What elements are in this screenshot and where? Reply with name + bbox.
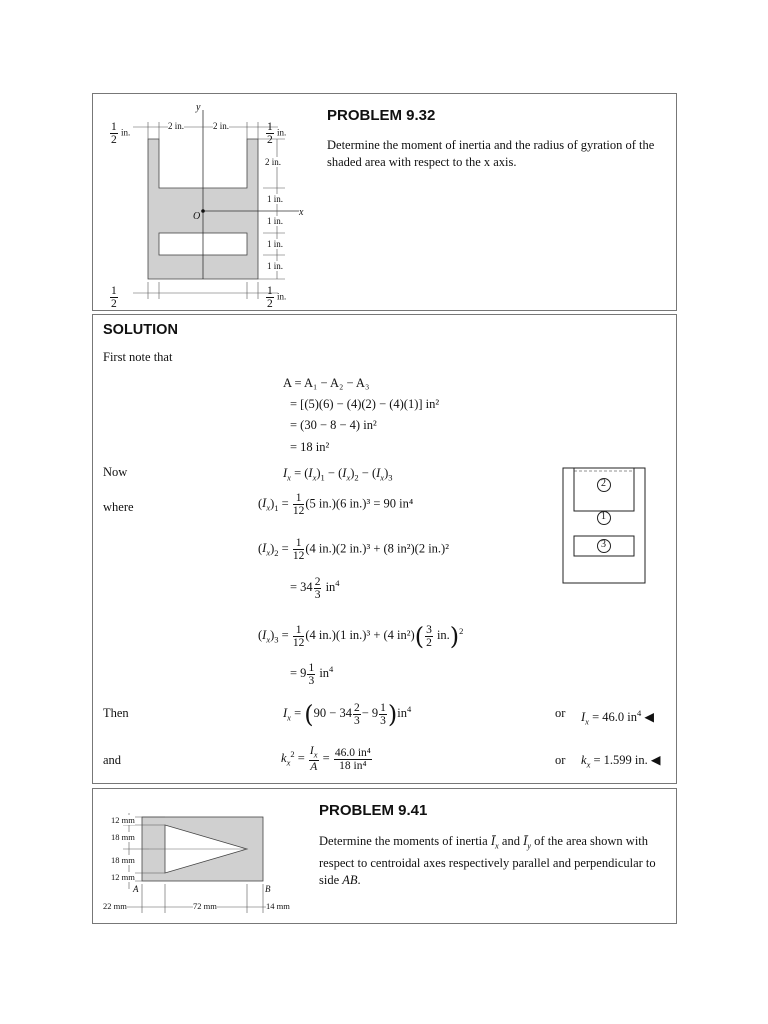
origin-label: O — [193, 211, 201, 222]
solution-intro: First note that — [103, 350, 173, 364]
area-line-4: = 18 in² — [290, 440, 330, 454]
area-line-1: A = A₁ − A₂ − A₃ — [283, 376, 370, 390]
or-label-1: or — [555, 706, 566, 720]
ix-total-equation: $I_x = (90 - 34$ $\frac{2}{3}$ − 9 $\frac{1}{3}$ )$in^4$ — [283, 700, 412, 729]
or-label-2: or — [555, 753, 566, 767]
problem-9-41-title: PROBLEM 9.41 — [319, 802, 428, 819]
problem-9-41-text: Determine the moments of inertia $Ī_x$ and $Ī_y$ of the area shown with respect to centroidal axes respectively parallel and perpendicular to side AB. — [319, 834, 656, 887]
dim-top-left-half: $\frac{1}{2}$ in. — [111, 121, 131, 146]
dim-top-right-half: $\frac{1}{2}$ in. — [267, 121, 287, 146]
dim-18mm-a: 18 mm — [111, 832, 135, 842]
solution-box — [92, 314, 677, 784]
dim-14mm: 14 mm — [266, 901, 290, 911]
problem-9-41-box — [92, 788, 677, 924]
area-line-2: = [(5)(6) − (4)(2) − (4)(1)] in² — [290, 397, 440, 411]
kx-equation: $k_x^2$ = $\frac{I_x}{A}$ = $\frac{\text{46.0 in⁴}}{\text{18 in⁴}}$ — [281, 745, 371, 774]
dim-right-1in-c: 1 in. — [267, 239, 284, 249]
where-label: where — [103, 500, 134, 514]
circle-label-3: 3 — [601, 539, 606, 550]
dim-right-2in: 2 in. — [265, 157, 282, 167]
ix3-equation: $(I_x)_3$ = $\frac{1}{12}$ (4 in.)(1 in.)³ + (4 in²)( $\frac{3}{2}$ in.)$^2$ — [258, 622, 464, 651]
ix3-result: = 9 $\frac{1}{3}$ $in^4$ — [290, 661, 334, 687]
problem-9-32-box — [92, 93, 677, 311]
then-label: Then — [103, 706, 129, 720]
dim-right-1in-b: 1 in. — [267, 216, 284, 226]
answer-ix: $I_x = 46.0$ $in^4$ ◀ — [581, 708, 654, 727]
y-axis-label: y — [196, 102, 201, 113]
dim-bottom-right-half: $\frac{1}{2}$ in. — [267, 285, 287, 310]
ix-sum-equation: $I_x = (I_x)_1 - (I_x)_2 - (I_x)_3$ — [283, 466, 393, 483]
circle-label-1: 1 — [601, 511, 606, 522]
ix2-equation: $(I_x)_2$ = $\frac{1}{12}$ (4 in.)(2 in.)³ + (8 in²)(2 in.)² — [258, 537, 449, 562]
dim-22mm: 22 mm — [103, 901, 127, 911]
answer-kx: $k_x = 1.599$ in. ◀ — [581, 753, 661, 770]
circle-label-2: 2 — [601, 478, 606, 489]
ix1-equation: $(I_x)_1$ = $\frac{1}{12}$ (5 in.)(6 in.)³ = 90 in⁴ — [258, 492, 414, 517]
dim-bottom-left-half: $\frac{1}{2}$ — [111, 285, 117, 310]
dim-top-left-2in: 2 in. — [168, 121, 185, 131]
point-a-label: A — [133, 884, 139, 894]
dim-72mm: 72 mm — [193, 901, 217, 911]
dim-12mm-top: 12 mm — [111, 815, 135, 825]
and-label: and — [103, 753, 122, 767]
dim-right-1in-d: 1 in. — [267, 261, 284, 271]
problem-9-32-title: PROBLEM 9.32 — [327, 107, 436, 124]
dim-right-1in-a: 1 in. — [267, 194, 284, 204]
problem-9-32-text: Determine the moment of inertia and the radius of gyration of the shaded area with respect to the x axis. — [327, 138, 655, 169]
solution-heading: SOLUTION — [103, 322, 178, 338]
point-b-label: B — [265, 884, 271, 894]
x-axis-label: x — [299, 207, 304, 218]
ix2-result: = 34 $\frac{2}{3}$ $in^4$ — [290, 575, 340, 601]
dim-top-right-2in: 2 in. — [213, 121, 230, 131]
now-label: Now — [103, 465, 128, 479]
dim-12mm-bottom: 12 mm — [111, 872, 135, 882]
area-line-3: = (30 − 8 − 4) in² — [290, 418, 377, 432]
dim-18mm-b: 18 mm — [111, 855, 135, 865]
